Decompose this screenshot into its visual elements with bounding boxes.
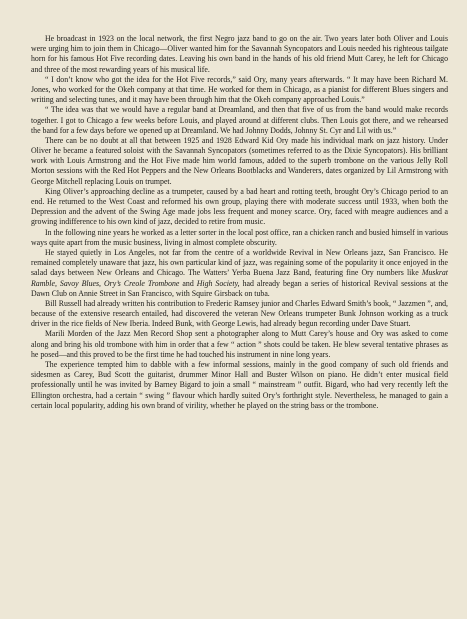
text-run: He broadcast in 1923 on the local network, the first Negro jazz band to go on the air. Two years later both Oliver and Louis were urging him to join them in Chicago—Oliver wanted him for the Savannah Syncopators and Louis needed his righteous tailgate horn for his famous Hot Five recording dates. Leaving his own band in the hands of his old friend Mutt Carey, he left for Chicago and three of the most rewarding years of his musical life. <box>31 34 448 74</box>
paragraph <box>31 299 448 330</box>
text-run: The experience tempted him to dabble with a few informal sessions, mainly in the good company of such old friends and sidesmen as Carey, Bud Scott the guitarist, drummer Minor Hall and Buster Wilson on piano. He didn’t enter musical field professionally until he was invited by Barney Bigard to join a small “ mainstream ” outfit. Bigard, who had very recently left the Ellington orchestra, had a certain “ swing ” flavour which hardly suited Ory’s forthright style. Nevertheless, he managed to gain a certain local popularity, adding his own brand of virility, whether he played on the string bass or the trombone. <box>31 360 448 410</box>
song-title: High Society, <box>196 278 240 288</box>
paragraph <box>31 228 448 248</box>
text-run: “ I don’t know who got the idea for the Hot Five records,” said Ory, many years afterwards. “ It may have been Richard M. Jones, who worked for the Okeh company at that time. He worked for them in Chicago, as a pianist for different Blues singers and writing and selecting tunes, and it may have been through him that the Okeh company approached Louis.” <box>31 74 448 105</box>
body-text <box>31 34 448 411</box>
text-run: had already began a series of historical Revival sessions at the Dawn Club on Annie Street in San Francisco, with Squire Girsback on tuba. <box>31 278 449 298</box>
text-run: Bill Russell had already written his contribution to Frederic Ramsey junior and Charles Edward Smith’s book, “ Jazzmen ”, and, because of the extensive research entailed, had discovered the veteran New Orleans trumpeter Bunk Johnson working as a truck driver in the rice fields of New Iberia. Indeed Bunk, with George Lewis, had already begun recording under Dave Stuart. <box>31 298 448 329</box>
song-title: Muskrat Ramble, Savoy Blues, Ory’s Creole Trombone <box>31 268 448 288</box>
paragraph <box>31 248 448 299</box>
text-run: and <box>179 278 197 288</box>
paragraph <box>31 329 448 360</box>
text-run: King Oliver’s approaching decline as a trumpeter, caused by a bad heart and rotting teeth, brought Ory’s Chicago period to an end. He returned to the West Coast and reformed his own group, playing there with moderate success until 1933, when both the Depression and the advent of the Swing Age made jobs less frequent and money scarce. Ory, faced with meagre audiences and a growing indifference to his own kind of jazz, decided to retire from music. <box>31 186 448 227</box>
paragraph <box>31 360 448 411</box>
paragraph <box>31 136 448 187</box>
text-run: Marili Morden of the Jazz Men Record Shop sent a photographer along to Mutt Carey’s house and Ory was asked to come along and bring his old trombone with him in order that a few “ action ” shots could be taken. He blew several tentative phrases as he posed—and this proved to be the first time he had touched his instrument in nine long years. <box>31 329 448 359</box>
text-run: “ The idea was that we would have a regular band at Dreamland, and then that five of us from the band would make records together. I got to Chicago a few weeks before Louis, and played around at different clubs. Then Louis got there, and we rehearsed the band for a few days before we opened up at Dreamland. We had Johnny Dodds, Johnny St. Cyr and Lil with us.” <box>31 105 448 135</box>
text-run: There can be no doubt at all that between 1925 and 1928 Edward Kid Ory made his individual mark on jazz history. Under Oliver he became a featured soloist with the Savannah Syncopators (sometimes referred to as the Dixie Syncopators). His brilliant work with Louis Armstrong and the Hot Five made him world famous, added to the superb trombone on the various Jelly Roll Morton sessions with the Red Hot Peppers and the New Orleans Bootblacks and Wanderers, dates organized by Lil Armstrong with George Mitchell replacing Louis on trumpet. <box>31 135 448 186</box>
paragraph <box>31 105 448 136</box>
text-run: In the following nine years he worked as a letter sorter in the local post office, ran a chicken ranch and busied himself in various ways quite apart from the music business, living in almost complete obscurity. <box>31 227 448 247</box>
paragraph <box>31 34 448 75</box>
paragraph <box>31 75 448 106</box>
text-run: He stayed quietly in Los Angeles, not far from the centre of a worldwide Revival in New Orleans jazz, San Francisco. He remained completely unaware that jazz, his own particular kind of jazz, was regaining some of the popularity it once enjoyed in the salad days between New Orleans and Chicago. The Watters’ Yerba Buena Jazz Band, featuring fine Ory numbers like <box>31 247 448 278</box>
paragraph <box>31 187 448 228</box>
